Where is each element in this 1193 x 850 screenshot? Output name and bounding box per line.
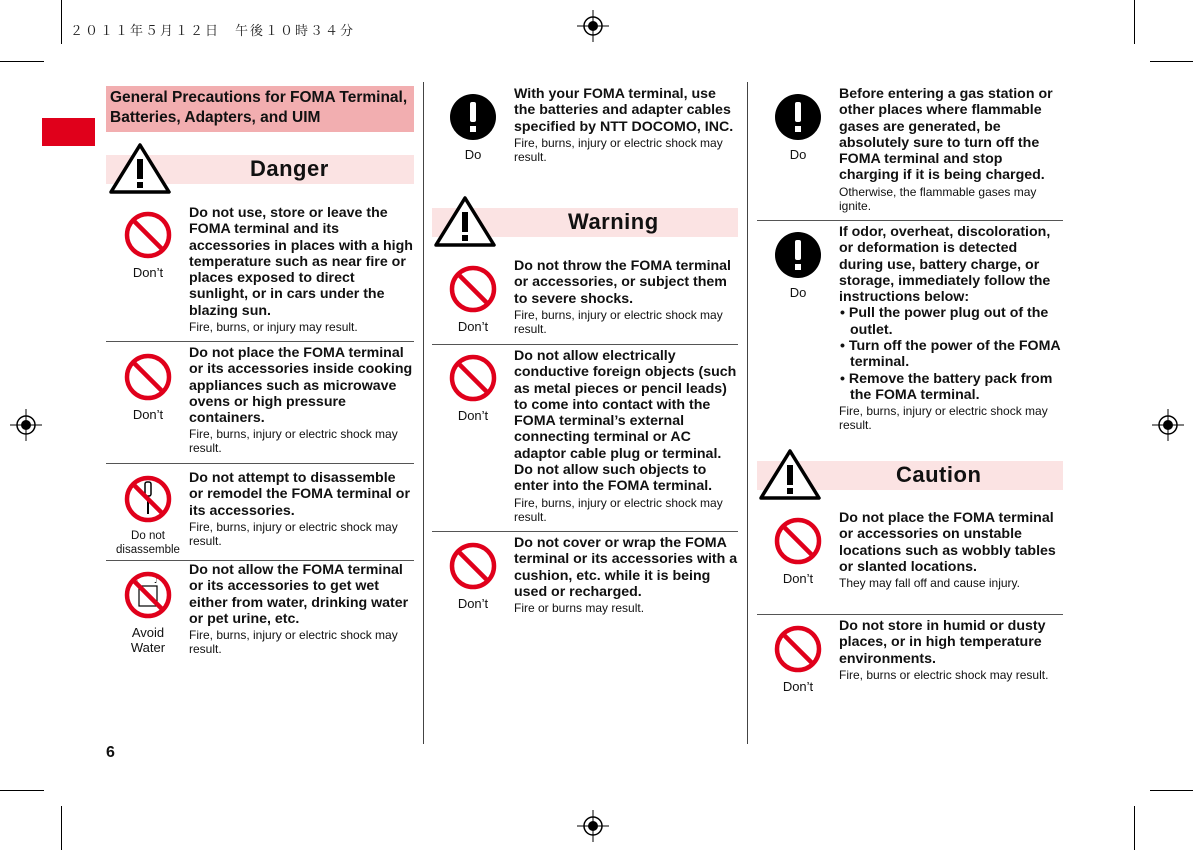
- registration-mark-icon: [10, 409, 42, 441]
- instruction-list: [839, 305, 1065, 403]
- precaution-title: Do not cover or wrap the FOMA terminal or its accessories with a cushion, etc. while it is being used or recharged.: [514, 535, 738, 600]
- warning-triangle-icon: [433, 194, 497, 248]
- prohibition-icon-box: [116, 352, 180, 422]
- icon-caption: Don’t: [782, 679, 814, 694]
- precaution-note: Fire or burns may result.: [514, 601, 645, 616]
- mandatory-icon: [773, 230, 823, 280]
- mandatory-icon-box: [441, 92, 505, 162]
- prohibition-icon: [123, 210, 173, 260]
- precaution-title: Do not store in humid or dusty places, or in high temperature environments.: [839, 618, 1046, 667]
- registration-mark-icon: [577, 10, 609, 42]
- mandatory-icon: [773, 92, 823, 142]
- precaution-item: [189, 470, 413, 548]
- precaution-item: [514, 258, 740, 336]
- icon-caption: Do: [789, 285, 807, 300]
- icon-caption: Do: [789, 147, 807, 162]
- crop-mark: [1134, 0, 1135, 44]
- icon-caption: Don’t: [457, 596, 489, 611]
- precaution-title: Do not throw the FOMA terminal or accessories, or subject them to severe shocks.: [514, 258, 732, 307]
- prohibition-icon: [448, 353, 498, 403]
- precaution-note: Fire, burns, injury or electric shock may result.: [189, 519, 398, 548]
- divider: [106, 341, 414, 342]
- divider: [106, 463, 414, 464]
- crop-mark: [1150, 790, 1193, 791]
- print-timestamp: ２０１１年５月１２日 午後１０時３４分: [70, 24, 356, 39]
- precaution-note: Fire, burns, injury or electric shock may result.: [514, 495, 723, 524]
- precaution-title: Do not attempt to disassemble or remodel the FOMA terminal or its accessories.: [189, 470, 410, 519]
- precaution-note: Fire, burns, injury or electric shock may result.: [514, 307, 723, 336]
- no-disassemble-icon-box: [116, 474, 180, 557]
- mandatory-icon: [448, 92, 498, 142]
- prohibition-icon-box: [441, 541, 505, 611]
- crop-mark: [0, 61, 44, 62]
- instruction-bullet: • Remove the battery pack from the FOMA terminal.: [840, 370, 1053, 403]
- precaution-item: [839, 510, 1063, 590]
- instruction-bullet: • Pull the power plug out of the outlet.: [840, 305, 1049, 338]
- precaution-title: Do not allow the FOMA terminal or its accessories to get wet either from water, drinking water or pet urine, etc.: [189, 562, 409, 627]
- prohibition-icon-box: [766, 624, 830, 694]
- prohibition-icon: [448, 541, 498, 591]
- prohibition-icon: [123, 352, 173, 402]
- prohibition-icon-box: [766, 516, 830, 586]
- icon-caption: Don’t: [457, 408, 489, 423]
- crop-mark: [61, 0, 62, 44]
- warning-triangle-icon: [108, 141, 172, 195]
- precaution-item: [839, 618, 1063, 682]
- column-divider: [423, 82, 424, 744]
- icon-caption: Don’t: [782, 571, 814, 586]
- divider: [106, 560, 414, 561]
- precaution-item: [514, 535, 740, 615]
- registration-mark-icon: [1152, 409, 1184, 441]
- mandatory-icon-box: [766, 230, 830, 300]
- page-number: 6: [106, 744, 115, 761]
- precaution-note: Fire, burns, injury or electric shock may result.: [839, 404, 1048, 433]
- precaution-note: Fire, burns, or injury may result.: [189, 320, 358, 335]
- divider: [432, 344, 738, 345]
- prohibition-icon: [448, 264, 498, 314]
- precaution-item: [514, 348, 740, 524]
- precaution-note: Otherwise, the flammable gases may ignite.: [839, 184, 1037, 213]
- crop-mark: [1134, 806, 1135, 850]
- svg-text:♩: ♩: [154, 577, 158, 585]
- precaution-item: [839, 224, 1065, 432]
- prohibition-icon-box: [116, 210, 180, 280]
- precaution-note: Fire, burns or electric shock may result.: [839, 667, 1049, 682]
- icon-caption: Don’t: [457, 319, 489, 334]
- precaution-title: Do not place the FOMA terminal or accessories on unstable locations such as wobbly tables or slanted locations.: [839, 510, 1056, 575]
- prohibition-icon-box: [441, 264, 505, 334]
- crop-mark: [0, 790, 44, 791]
- prohibition-icon: [773, 624, 823, 674]
- divider: [757, 614, 1063, 615]
- precaution-title: Do not use, store or leave the FOMA terminal and its accessories in places with a high temperature such as near fire or places exposed to direct sunlight, or in cars under the blazing sun.: [189, 205, 413, 319]
- mandatory-icon-box: [766, 92, 830, 162]
- prohibition-icon: [773, 516, 823, 566]
- precaution-item: [189, 205, 413, 334]
- crop-mark: [1150, 61, 1193, 62]
- precaution-title: Do not allow electrically conductive foreign objects (such as metal pieces or pencil leads) to come into contact with the FOMA terminal’s external connecting terminal or AC adaptor cable plug or terminal. Do not allow such objects to enter into the FOMA terminal.: [514, 348, 737, 495]
- crop-mark: [61, 806, 62, 850]
- precaution-note: Fire, burns, injury or electric shock may result.: [189, 628, 398, 657]
- warning-triangle-icon: [758, 447, 822, 501]
- avoid-water-icon-box: [116, 570, 180, 655]
- danger-label: Danger: [250, 156, 329, 181]
- precaution-note: Fire, burns, injury or electric shock may result.: [189, 427, 398, 456]
- precaution-title: With your FOMA terminal, use the batteries and adapter cables specified by NTT DOCOMO, INC.: [514, 86, 734, 135]
- divider: [757, 220, 1063, 221]
- avoid-water-icon: [123, 570, 173, 620]
- precaution-item: [839, 86, 1063, 213]
- precaution-title: Before entering a gas station or other places where flammable gases are generated, be absolutely sure to turn off the FOMA terminal and stop charging if it is being charged.: [839, 86, 1053, 184]
- precaution-item: [189, 562, 415, 656]
- prohibition-icon-box: [441, 353, 505, 423]
- warning-label: Warning: [568, 209, 659, 234]
- icon-caption: Do: [464, 147, 482, 162]
- icon-caption: Don’t: [132, 407, 164, 422]
- precaution-note: Fire, burns, injury or electric shock may result.: [514, 135, 723, 164]
- precaution-title: If odor, overheat, discoloration, or deformation is detected during use, battery charge, or storage, immediately follow the instructions below:: [839, 224, 1051, 306]
- caution-label: Caution: [896, 462, 982, 487]
- chapter-tab: [42, 118, 95, 146]
- column-divider: [747, 82, 748, 744]
- icon-caption: Do not disassemble: [116, 530, 180, 556]
- divider: [432, 531, 738, 532]
- section-title: General Precautions for FOMA Terminal, Batteries, Adapters, and UIM: [106, 86, 414, 132]
- no-disassemble-icon: [123, 474, 173, 524]
- precaution-note: They may fall off and cause injury.: [839, 576, 1020, 591]
- precaution-item: [514, 86, 738, 164]
- registration-mark-icon: [577, 810, 609, 842]
- precaution-item: [189, 345, 413, 455]
- instruction-bullet: • Turn off the power of the FOMA terminal.: [840, 338, 1061, 371]
- icon-caption: Don’t: [132, 265, 164, 280]
- icon-caption: Avoid Water: [130, 625, 166, 655]
- precaution-title: Do not place the FOMA terminal or its accessories inside cooking appliances such as microwave ovens or high pressure containers.: [189, 345, 413, 427]
